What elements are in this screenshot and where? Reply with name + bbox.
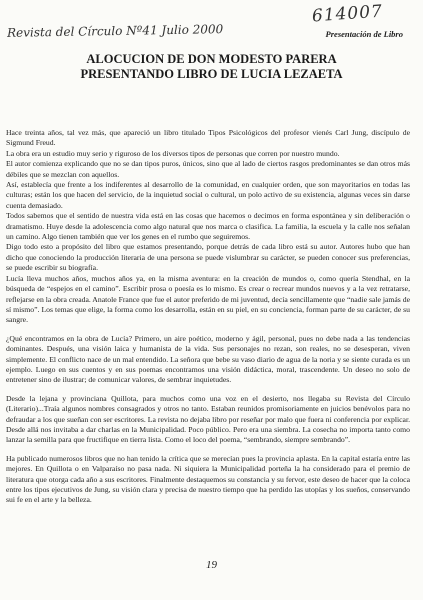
body-paragraph: Así, establecía que frente a los indiferentes al desarrollo de la comunidad, en cualquier orden, que son mayoritarios en todas las culturas; están los que hacen del servicio, de la inquietud social o cultural, un polo activo de su existencia, algunas veces sin darse cuenta demasiado. [6, 180, 410, 210]
body-paragraph: Todos sabemos que el sentido de nuestra vida está en las cosas que hacemos o decimos en forma espontánea y sin deliberación o dramatismo. Huye desde la adolescencia como algo natural que nos marca o clasifica. La familia, la escuela y la calle nos señalan un camino. Algo tienen también que ver los genes en el rumbo que seguiremos. [6, 211, 410, 242]
body-paragraph: Hace treinta años, tal vez más, que apareció un libro titulado Tipos Psicológicos del profesor vienés Carl Jung, discípulo de Sigmund Freud. [6, 128, 410, 148]
section-label: Presentación de Libro [325, 29, 403, 39]
body-paragraph: Desde la lejana y provinciana Quillota, para muchos como una voz en el desierto, nos llegaba su Revista del Círculo (Literario)...Traía algunos nombres consagrados y otros no tanto. Estaban reunidos promisoriamente en juicios benévolos para no defraudar a los que sueñan con ser escritores. La revista no dejaba libro por reseñar por malo que fuera ni conferencia por explicar. Desde allá nos invitaba a dar charlas en la Municipalidad. Poco público. Pero era una siembra. La cosecha no importa tanto como lanzar la semilla para que fructifique en tierra lista. Como el loco del poema, “sembrando, siempre sembrando”. [6, 393, 410, 445]
body-paragraph: La obra era un estudio muy serio y riguroso de los diversos tipos de personas que corren por nuestro mundo. [6, 148, 340, 158]
handwritten-journal-note: Revista del Círculo Nº41 Julio 2000 [6, 22, 224, 40]
body-paragraph: Ha publicado numerosos libros que no han tenido la crítica que se merecían pues la provincia aplasta. En la capital estaría entre las mejores. En Quillota o en Valparaíso no pasa nada. Ni siquiera la Municipalidad porteña la ha considerado para el premio de literatura que otorga cada año a sus escritores. Finalmente destaquemos su constancia y su fervor, este deseo de hacer que la coloca entre los tipos ejecutivos de Jung, su visión clara y precisa de nuestro tiempo que ha perdido las utopías y los sueños, conservando sui fe en el arte y la belleza. [6, 453, 410, 505]
title-line-1: ALOCUCION DE DON MODESTO PARERA [86, 52, 337, 66]
body-paragraph: Lucía lleva muchos años, muchos años ya, en la misma aventura: en la creación de mundos o, como quería Stendhal, en la búsqueda de “espejos en el camino”. Escribir prosa o poesía es lo mismo. Es crear o recrear mundos nuevos y a la vez retratarse, reflejarse en la obra creada. Anatole France que fue el autor preferido de mi juventud, decía sencillamente que “nadie sale jamás de sí mismo”. Los temas que elige, la forma como los desarrolla, están en su piel, en su conciencia, forman parte de su carácter, de su sangre. [6, 273, 410, 325]
title-line-2: PRESENTANDO LIBRO DE LUCIA LEZAETA [80, 67, 343, 81]
body-paragraph: Digo todo esto a propósito del libro que estamos presentando, porque detrás de cada libro está su autor. Autores hubo que han dicho que conociendo la producción literaria de una persona se puede vislumbrar su carácter, se pueden conocer sus preferencias, se puede escribir su biografía. [6, 242, 410, 273]
article-body [6, 128, 410, 506]
archive-stamp-number: 614007 [311, 1, 384, 27]
page-number: 19 [206, 559, 217, 571]
body-paragraph: ¿Qué encontramos en la obra de Lucía? Primero, un aire poético, moderno y ágil, personal, pues no debe nada a las tendencias dominantes. Después, una visión laica y humanista de la vida. Sus personajes no rezan, son reales, no se desesperan, viven simplemente. El conflicto nace de un mal entendido. La señora que bebe su vaso diario de agua de la noria y se siente curada es un ejemplo. Luego en sus cuentos y en sus poemas encontramos una visión didáctica, moral, trascendente. Un deseo no solo de entretener sino de ilustrar; de comunicar valores, de sembrar inquietudes. [6, 333, 410, 385]
article-title [0, 52, 423, 82]
body-paragraph: El autor comienza explicando que no se dan tipos puros, únicos, sino que al lado de ciertos rasgos predominantes se dan otros más débiles que se mezclan con aquellos. [6, 159, 410, 179]
